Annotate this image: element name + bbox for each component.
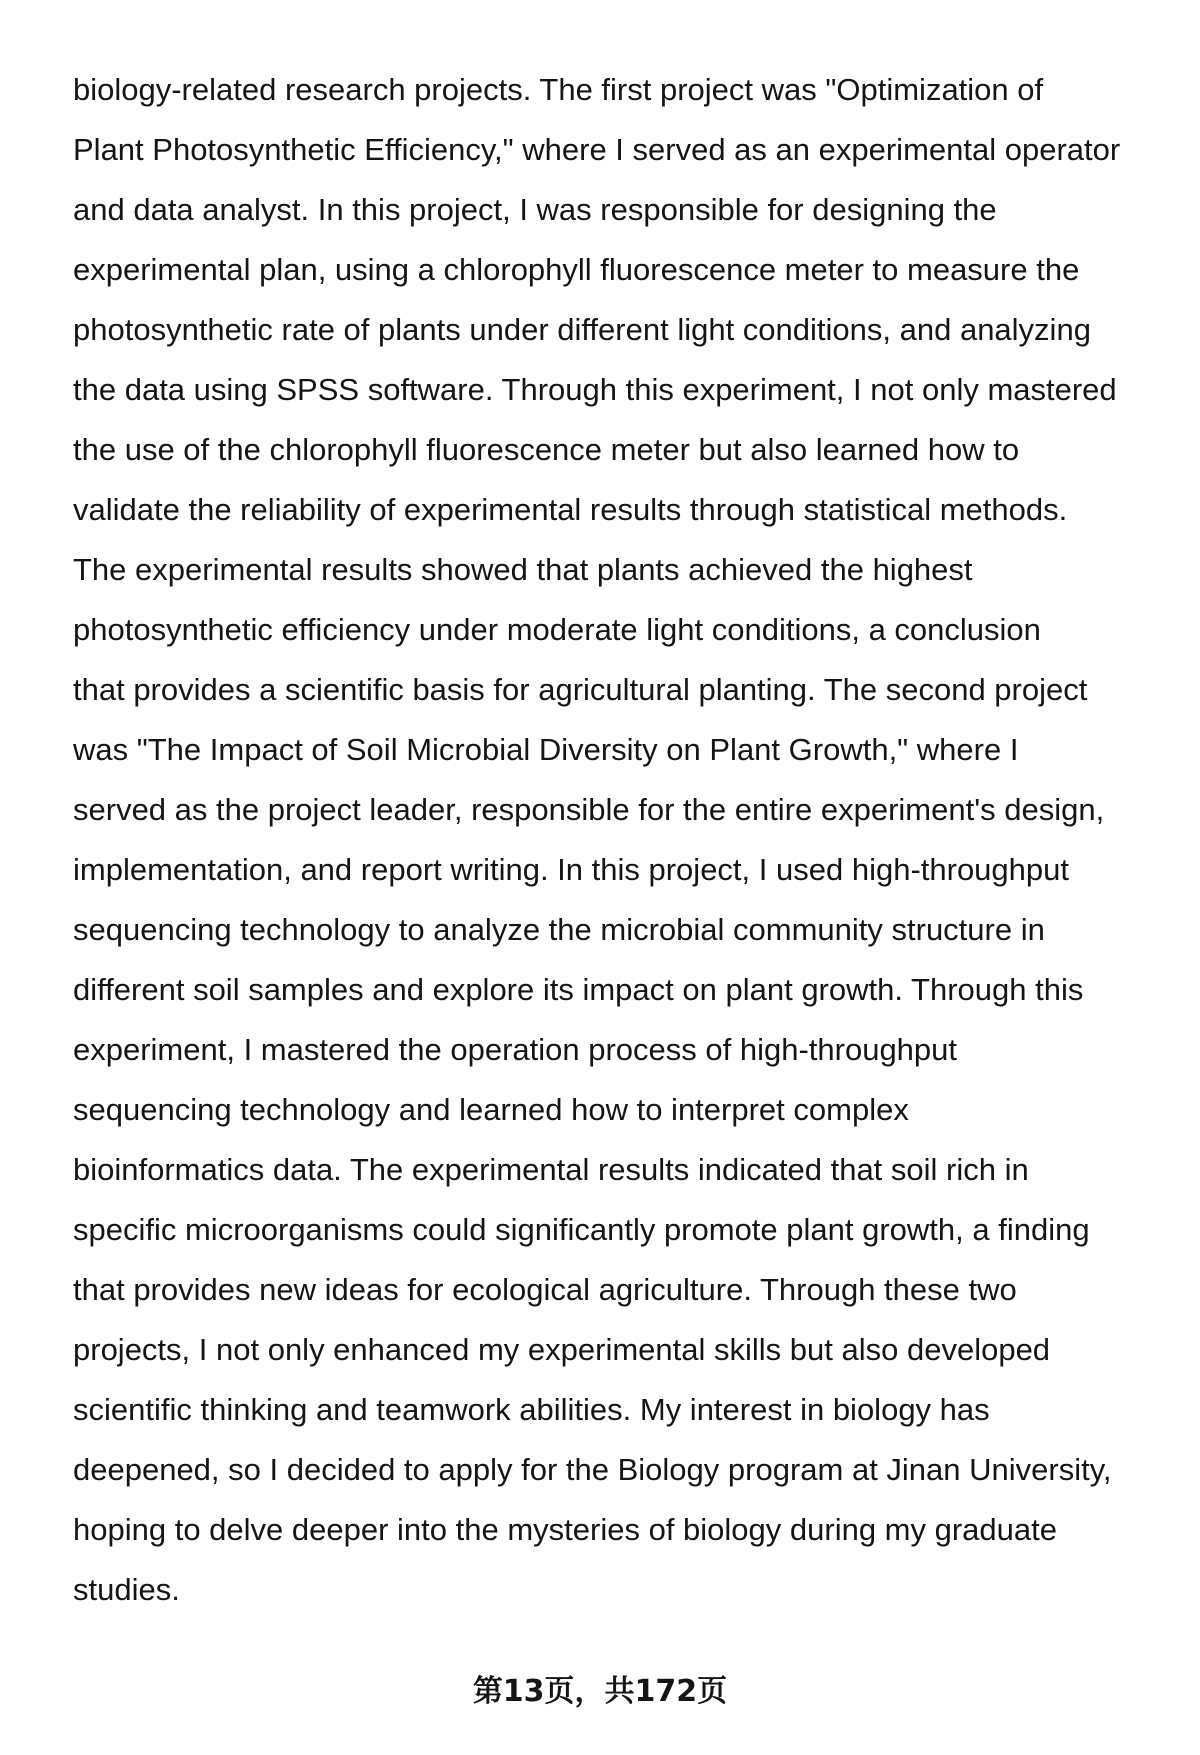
text-line: and data analyst. In this project, I was responsible for designing the: [73, 192, 997, 227]
text-line: the use of the chlorophyll fluorescence meter but also learned how to: [73, 432, 1020, 467]
text-line: sequencing technology and learned how to interpret complex: [73, 1092, 909, 1127]
text-line: served as the project leader, responsible for the entire experiment's design,: [73, 792, 1105, 827]
text-line: photosynthetic efficiency under moderate light conditions, a conclusion: [73, 612, 1041, 647]
text-line: specific microorganisms could significantly promote plant growth, a finding: [73, 1212, 1090, 1247]
text-line: deepened, so I decided to apply for the Biology program at Jinan University,: [73, 1452, 1112, 1487]
text-line: that provides new ideas for ecological agriculture. Through these two: [73, 1272, 1017, 1307]
text-line: implementation, and report writing. In this project, I used high-throughput: [73, 852, 1069, 887]
page-number-footer: 第13页，共172页: [472, 1674, 728, 1709]
text-line: bioinformatics data. The experimental results indicated that soil rich in: [73, 1152, 1029, 1187]
text-line: sequencing technology to analyze the microbial community structure in: [73, 912, 1045, 947]
text-line: was "The Impact of Soil Microbial Diversity on Plant Growth," where I: [73, 732, 1019, 767]
text-line: studies.: [73, 1572, 180, 1607]
text-line: biology-related research projects. The first project was "Optimization of: [73, 72, 1044, 107]
text-line: The experimental results showed that plants achieved the highest: [73, 552, 973, 587]
text-line: different soil samples and explore its impact on plant growth. Through this: [73, 972, 1084, 1007]
text-line: photosynthetic rate of plants under different light conditions, and analyzing: [73, 312, 1091, 347]
text-line: that provides a scientific basis for agricultural planting. The second project: [73, 672, 1088, 707]
text-line: experiment, I mastered the operation process of high-throughput: [73, 1032, 958, 1067]
text-line: hoping to delve deeper into the mysteries of biology during my graduate: [73, 1512, 1057, 1547]
text-line: Plant Photosynthetic Efficiency," where I served as an experimental operator: [73, 132, 1121, 167]
text-line: scientific thinking and teamwork abilities. My interest in biology has: [73, 1392, 990, 1427]
body-paragraph: [73, 60, 1168, 1620]
text-line: experimental plan, using a chlorophyll fluorescence meter to measure the: [73, 252, 1080, 287]
text-line: validate the reliability of experimental results through statistical methods.: [73, 492, 1068, 527]
text-line: the data using SPSS software. Through this experiment, I not only mastered: [73, 372, 1117, 407]
text-line: projects, I not only enhanced my experimental skills but also developed: [73, 1332, 1051, 1367]
